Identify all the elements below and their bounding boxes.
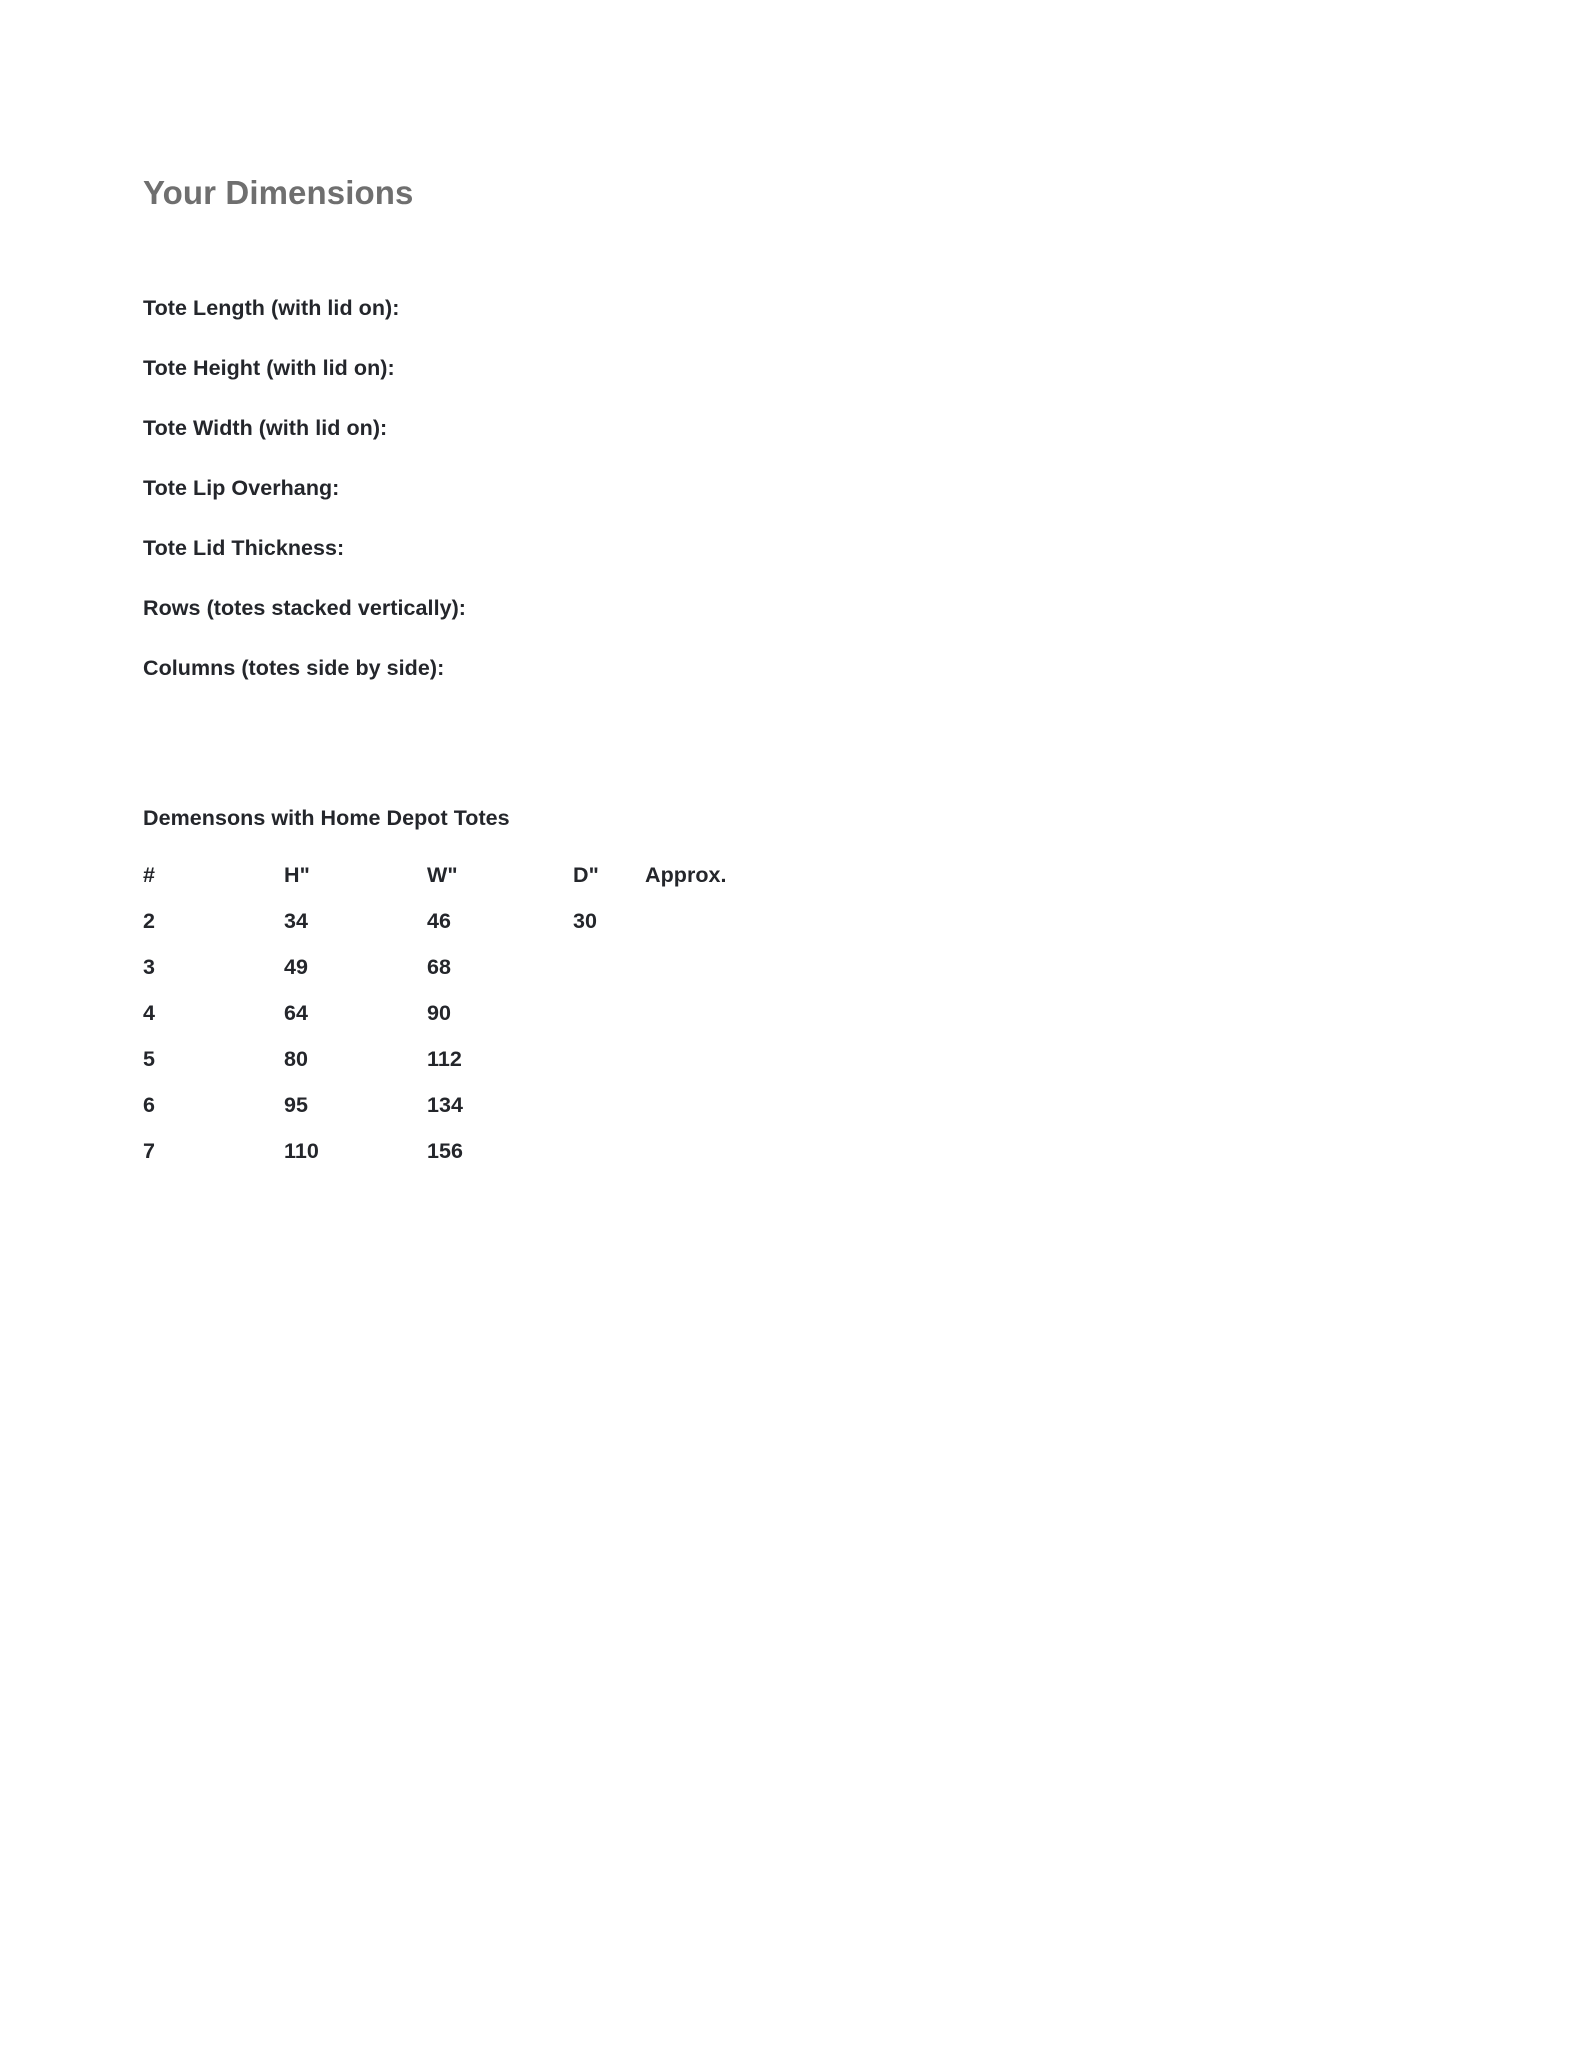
field-row-tote-length	[143, 294, 466, 354]
column-header-approx: Approx.	[645, 863, 727, 887]
field-row-tote-lip-overhang	[143, 474, 466, 534]
cell-approx	[645, 1093, 873, 1139]
cell-height: 95	[284, 1093, 309, 1117]
column-header-depth: D"	[573, 863, 599, 887]
cell-approx	[645, 955, 873, 1001]
field-label-columns: Columns (totes side by side):	[143, 656, 445, 680]
dimensions-field-list	[143, 294, 466, 714]
cell-approx	[645, 1001, 873, 1047]
cell-depth	[573, 1139, 645, 1185]
field-row-columns	[143, 654, 466, 714]
field-label-tote-length: Tote Length (with lid on):	[143, 296, 400, 320]
field-label-tote-height: Tote Height (with lid on):	[143, 356, 395, 380]
cell-height: 49	[284, 955, 309, 979]
cell-number: 3	[143, 955, 156, 979]
home-depot-totes-section	[143, 806, 873, 1185]
column-header-width: W"	[427, 863, 458, 887]
cell-height: 34	[284, 909, 309, 933]
table-row	[143, 1001, 873, 1047]
table-row	[143, 909, 873, 955]
table-row	[143, 955, 873, 1001]
cell-number: 7	[143, 1139, 156, 1163]
cell-width: 68	[427, 955, 452, 979]
cell-width: 90	[427, 1001, 452, 1025]
table-header-row	[143, 863, 873, 909]
field-label-rows: Rows (totes stacked vertically):	[143, 596, 467, 620]
field-row-tote-height	[143, 354, 466, 414]
cell-approx	[645, 1139, 873, 1185]
page-title: Your Dimensions	[143, 174, 414, 211]
table-body	[143, 909, 873, 1185]
dimensions-table	[143, 863, 873, 1185]
cell-number: 6	[143, 1093, 156, 1117]
cell-width: 134	[427, 1093, 464, 1117]
table-header	[143, 863, 873, 909]
column-header-height: H"	[284, 863, 310, 887]
cell-width: 112	[427, 1047, 462, 1071]
field-label-tote-lip-overhang: Tote Lip Overhang:	[143, 476, 340, 500]
field-row-rows	[143, 594, 466, 654]
cell-depth	[573, 1001, 645, 1047]
cell-number: 2	[143, 909, 156, 933]
cell-depth: 30	[573, 909, 598, 933]
cell-height: 80	[284, 1047, 309, 1071]
field-row-tote-width	[143, 414, 466, 474]
cell-number: 5	[143, 1047, 156, 1071]
field-label-tote-width: Tote Width (with lid on):	[143, 416, 388, 440]
cell-height: 110	[284, 1139, 319, 1163]
table-row	[143, 1047, 873, 1093]
cell-approx	[645, 1047, 873, 1093]
column-header-number: #	[143, 863, 156, 887]
table-row	[143, 1093, 873, 1139]
cell-width: 46	[427, 909, 452, 933]
cell-height: 64	[284, 1001, 309, 1025]
cell-width: 156	[427, 1139, 464, 1163]
cell-depth	[573, 1047, 645, 1093]
section-heading: Demensons with Home Depot Totes	[143, 806, 510, 830]
table-row	[143, 1139, 873, 1185]
field-row-tote-lid-thickness	[143, 534, 466, 594]
cell-approx	[645, 909, 873, 955]
cell-depth	[573, 1093, 645, 1139]
field-label-tote-lid-thickness: Tote Lid Thickness:	[143, 536, 345, 560]
cell-number: 4	[143, 1001, 156, 1025]
cell-depth	[573, 955, 645, 1001]
